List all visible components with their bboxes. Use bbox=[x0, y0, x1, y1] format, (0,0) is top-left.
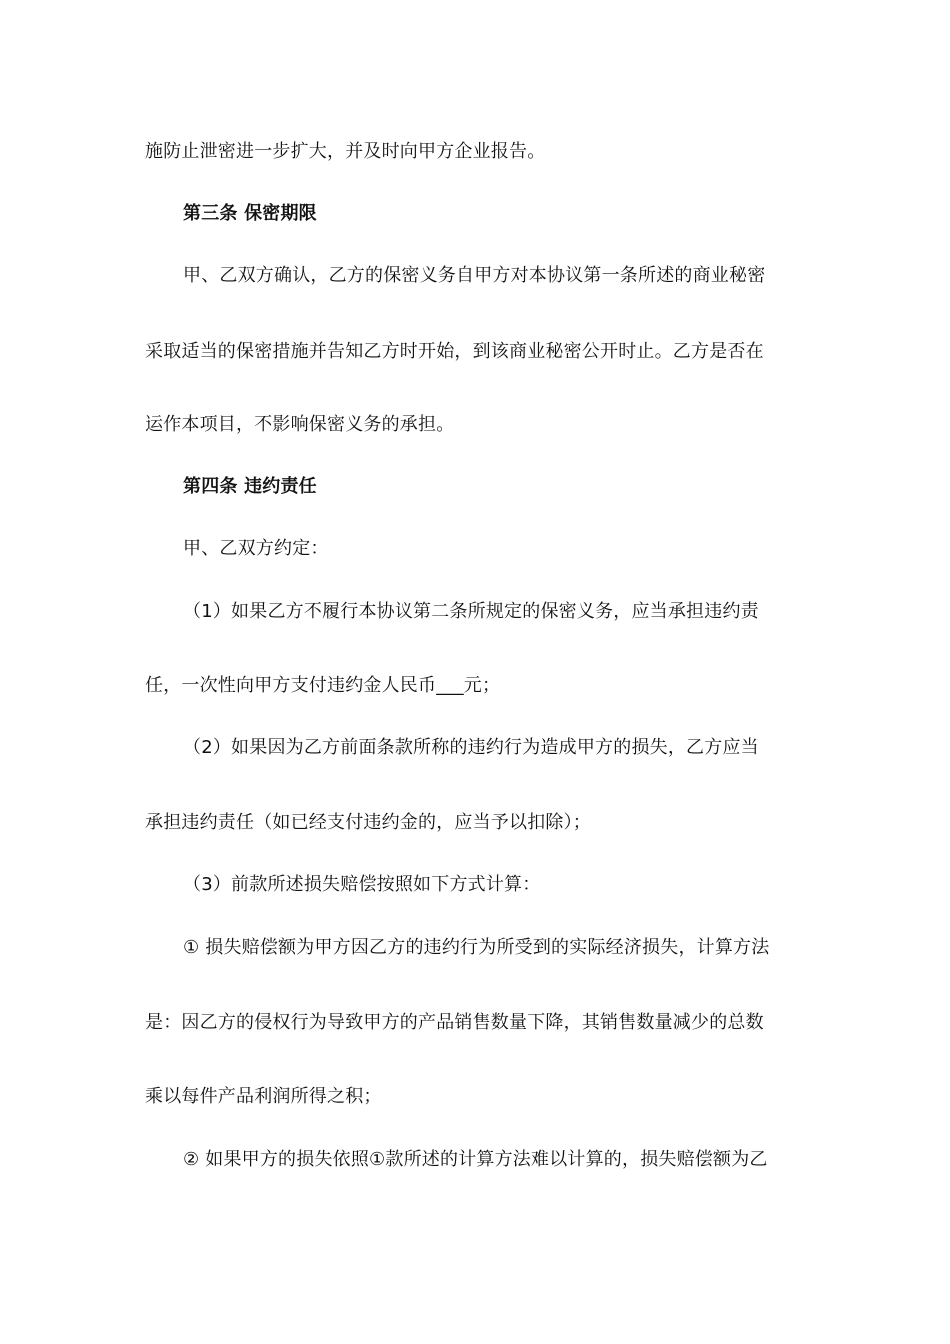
paragraph-line: 甲、乙双方确认，乙方的保密义务自甲方对本协议第一条所述的商业秘密 bbox=[183, 265, 766, 286]
paragraph-line: 承担违约责任（如已经支付违约金的，应当予以扣除）； bbox=[145, 812, 591, 833]
clause-3-line: （3）前款所述损失赔偿按照如下方式计算： bbox=[183, 874, 541, 895]
article-3-heading: 第三条 保密期限 bbox=[183, 203, 317, 224]
article-4-heading: 第四条 违约责任 bbox=[183, 476, 317, 497]
subclause-2-line: ② 如果甲方的损失依照①款所述的计算方法难以计算的，损失赔偿额为乙 bbox=[183, 1149, 768, 1170]
paragraph-line: 甲、乙双方约定： bbox=[183, 538, 329, 559]
paragraph-line: 是：因乙方的侵权行为导致甲方的产品销售数量下降，其销售数量减少的总数 bbox=[145, 1012, 764, 1033]
paragraph-line: 采取适当的保密措施并告知乙方时开始，到该商业秘密公开时止。乙方是否在 bbox=[145, 341, 764, 362]
clause-1-line: （1）如果乙方不履行本协议第二条所规定的保密义务，应当承担违约责 bbox=[183, 601, 759, 622]
clause-2-line: （2）如果因为乙方前面条款所称的违约行为造成甲方的损失，乙方应当 bbox=[183, 737, 759, 758]
subclause-1-line: ① 损失赔偿额为甲方因乙方的违约行为所受到的实际经济损失，计算方法 bbox=[183, 937, 770, 958]
paragraph-line: 施防止泄密进一步扩大，并及时向甲方企业报告。 bbox=[145, 141, 546, 162]
paragraph-line: 乘以每件产品利润所得之积； bbox=[145, 1086, 382, 1107]
paragraph-line: 运作本项目，不影响保密义务的承担。 bbox=[145, 414, 455, 435]
paragraph-line: 任，一次性向甲方支付违约金人民币___元； bbox=[145, 675, 501, 696]
